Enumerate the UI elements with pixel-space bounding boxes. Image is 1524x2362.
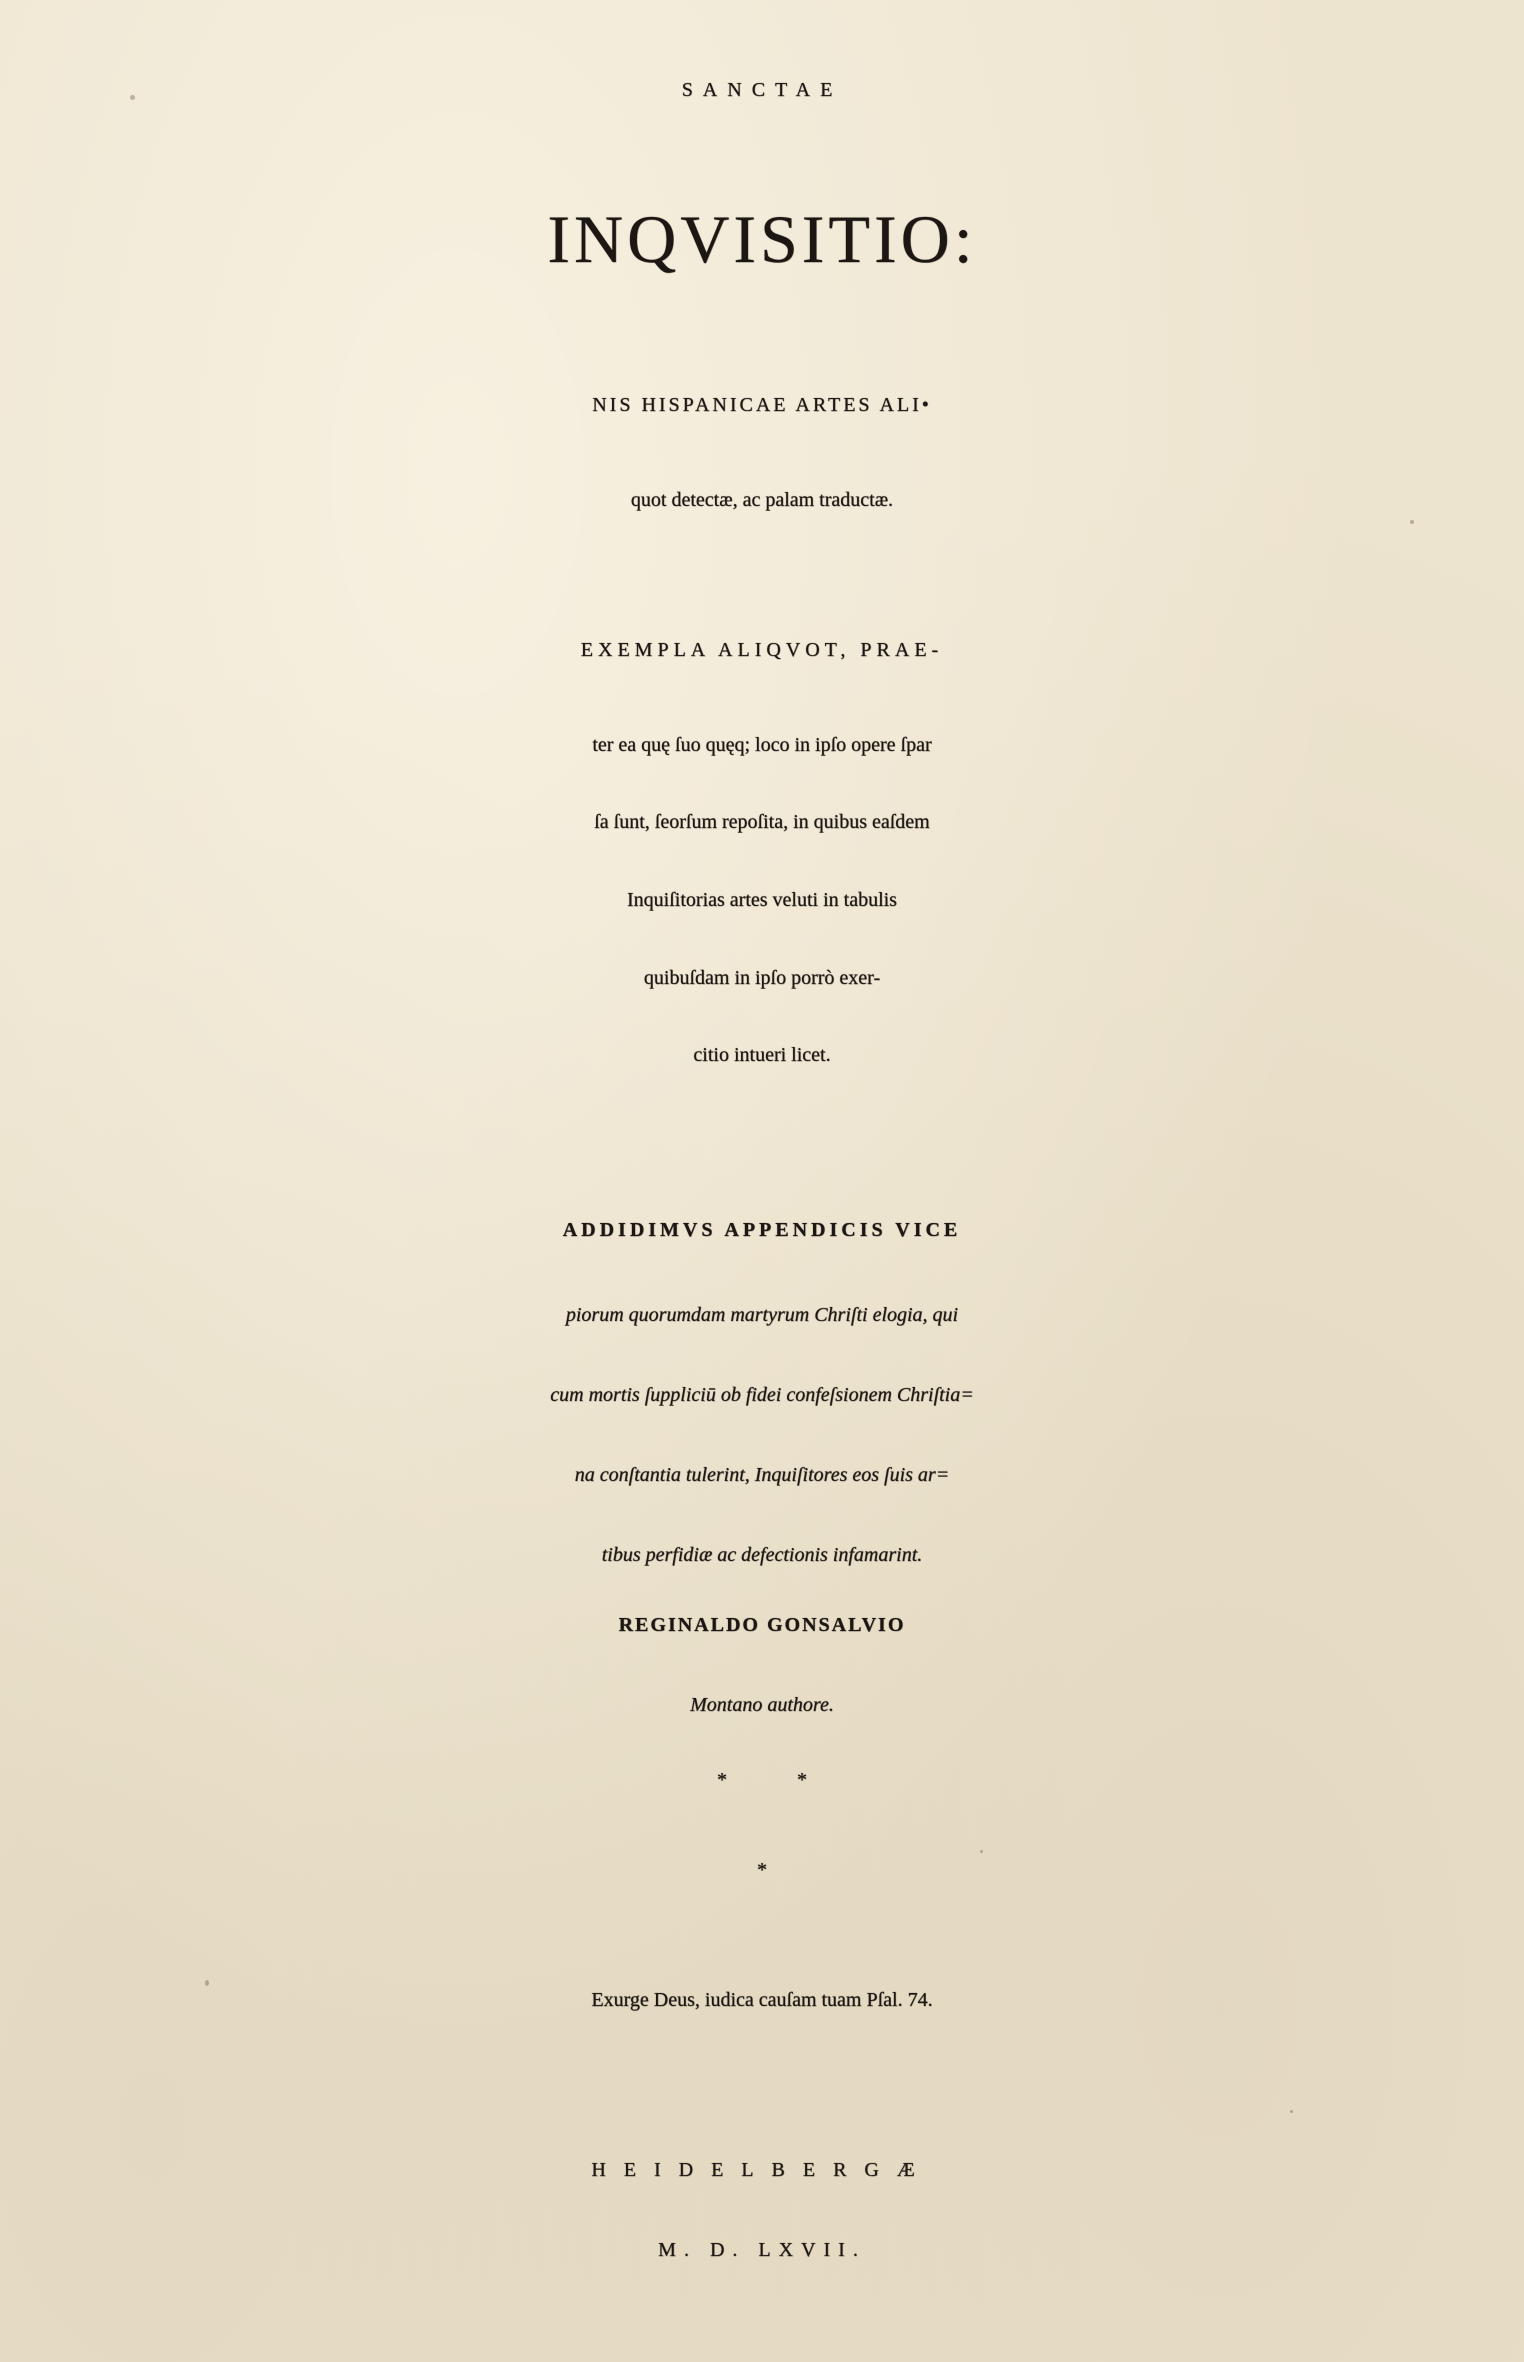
heading-hispanicae-artes: NIS HISPANICAE ARTES ALI• xyxy=(592,394,932,416)
author-line: Montano authore. xyxy=(690,1694,834,1716)
text-line-citio: citio intueri licet. xyxy=(693,1044,831,1066)
heading-inqvisitio: INQVISITIO: xyxy=(547,201,977,277)
paper-speck xyxy=(130,95,135,100)
paper-speck xyxy=(980,1850,983,1853)
heading-exempla: EXEMPLA ALIQVOT, PRAE- xyxy=(580,639,944,661)
ornament-stars-top: ** xyxy=(717,1769,877,1791)
text-line-piorum: piorum quorumdam martyrum Chriſti elogia, qui xyxy=(565,1304,959,1326)
heading-sanctae: SANCTAE xyxy=(681,79,843,101)
text-line-na: na conſtantia tulerint, Inquiſitores eos ſuis ar= xyxy=(574,1464,950,1486)
text-line-cum: cum mortis ſuppliciū ob fidei confeſsionem Chriſtia= xyxy=(550,1384,974,1406)
paper-speck xyxy=(205,1980,209,1986)
author-name: REGINALDO GONSALVIO xyxy=(618,1614,906,1636)
text-line-ter: ter ea quę ſuo quęq; loco in ipſo opere ſpar xyxy=(592,734,932,756)
imprint-date: M. D. LXVII. xyxy=(658,2239,866,2261)
text-line-inquisitorias: Inquiſitorias artes veluti in tabulis xyxy=(627,889,897,911)
subtitle-detectae: quot detectæ, ac palam traductæ. xyxy=(630,489,894,511)
text-line-quibusdam: quibuſdam in ipſo porrò exer- xyxy=(643,967,881,989)
imprint-place: HEIDELBERGÆ xyxy=(591,2159,933,2181)
paper-speck xyxy=(1410,520,1414,524)
motto-psalm: Exurge Deus, iudica cauſam tuam Pſal. 74. xyxy=(591,1989,933,2011)
paper-speck xyxy=(1290,2110,1293,2113)
ornament-star-bottom: * xyxy=(757,1859,767,1881)
text-line-sa: ſa ſunt, ſeorſum repoſita, in quibus eaſdem xyxy=(594,811,930,833)
text-line-tibus: tibus perfidiæ ac defectionis infamarint. xyxy=(601,1544,923,1566)
heading-addidimus: ADDIDIMVS APPENDICIS VICE xyxy=(562,1219,962,1241)
